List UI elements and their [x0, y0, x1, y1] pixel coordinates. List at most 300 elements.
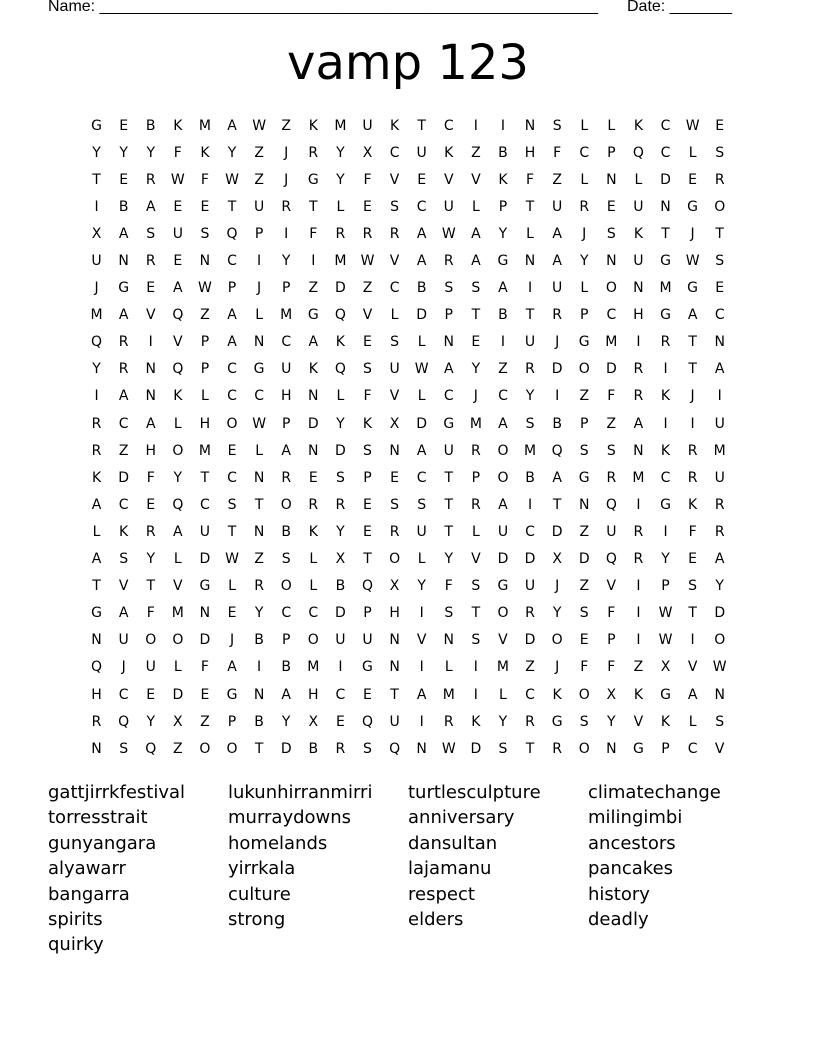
word-bank-item: ancestors	[588, 832, 676, 854]
grid-letter: I	[717, 388, 722, 405]
grid-letter: Y	[579, 253, 589, 270]
grid-letter: J	[690, 225, 695, 242]
grid-letter: T	[227, 198, 237, 215]
grid-letter: U	[552, 280, 563, 297]
grid-letter: K	[633, 225, 644, 242]
grid-letter: I	[636, 496, 641, 513]
grid-letter: Y	[661, 551, 670, 568]
grid-letter: U	[281, 361, 292, 378]
page-title: vamp 123	[287, 35, 529, 91]
grid-letter: N	[145, 361, 156, 378]
grid-letter: K	[173, 117, 183, 134]
grid-letter: Q	[226, 225, 238, 242]
grid-letter: R	[254, 578, 264, 595]
word-bank-item: torresstrait	[48, 807, 148, 829]
grid-letter: S	[525, 415, 535, 432]
grid-row	[83, 329, 733, 356]
grid-letter: S	[579, 713, 589, 730]
grid-letter: Z	[200, 307, 210, 324]
grid-letter: P	[471, 469, 481, 486]
grid-letter: N	[524, 253, 536, 270]
grid-letter: I	[94, 198, 99, 215]
grid-letter: Q	[145, 740, 157, 757]
grid-letter: U	[172, 225, 183, 242]
grid-row	[83, 546, 733, 573]
grid-letter: B	[416, 280, 427, 297]
grid-letter: E	[227, 442, 237, 459]
grid-letter: J	[555, 334, 560, 351]
grid-letter: H	[633, 307, 644, 324]
grid-letter: Q	[632, 144, 644, 161]
grid-letter: M	[334, 117, 347, 134]
grid-letter: R	[308, 144, 319, 161]
grid-letter: Z	[525, 659, 535, 676]
grid-letter: T	[309, 198, 318, 215]
grid-letter: T	[552, 496, 562, 513]
grid-letter: S	[390, 198, 400, 215]
grid-letter: Y	[254, 605, 264, 622]
grid-letter: J	[257, 280, 262, 297]
grid-row	[83, 166, 733, 193]
grid-letter: V	[714, 740, 725, 757]
grid-letter: Z	[173, 740, 183, 757]
grid-letter: W	[658, 605, 673, 622]
grid-letter: S	[119, 551, 129, 568]
grid-letter: S	[335, 469, 345, 486]
grid-letter: U	[362, 117, 373, 134]
grid-letter: T	[688, 334, 697, 351]
grid-letter: Z	[471, 144, 481, 161]
grid-letter: O	[226, 415, 238, 432]
grid-letter: K	[471, 713, 481, 730]
grid-letter: D	[172, 686, 184, 703]
grid-letter: U	[145, 659, 156, 676]
grid-letter: X	[362, 144, 373, 161]
grid-letter: V	[633, 713, 644, 730]
grid-letter: R	[118, 334, 129, 351]
grid-letter: M	[280, 307, 293, 324]
grid-letter: W	[441, 225, 456, 242]
grid-letter: G	[307, 307, 319, 324]
grid-letter: P	[200, 334, 210, 351]
grid-letter: W	[685, 117, 700, 134]
grid-letter: A	[91, 496, 102, 513]
grid-letter: A	[173, 280, 183, 297]
grid-letter: T	[525, 198, 535, 215]
grid-letter: Y	[498, 713, 508, 730]
grid-letter: T	[444, 523, 454, 540]
grid-letter: E	[308, 469, 318, 486]
grid-letter: T	[254, 740, 264, 757]
grid-letter: M	[198, 442, 211, 459]
grid-letter: T	[146, 578, 156, 595]
grid-letter: B	[498, 307, 508, 324]
grid-letter: Q	[118, 713, 130, 730]
grid-letter: W	[252, 117, 267, 134]
grid-letter: L	[173, 415, 182, 432]
grid-letter: G	[497, 253, 509, 270]
grid-letter: Y	[471, 361, 481, 378]
grid-letter: F	[688, 523, 697, 540]
grid-letter: G	[660, 686, 671, 703]
grid-letter: D	[335, 605, 346, 622]
grid-letter: Q	[605, 551, 617, 568]
word-bank-item: lajamanu	[408, 858, 492, 880]
grid-letter: O	[578, 361, 590, 378]
grid-letter: V	[471, 551, 481, 568]
grid-letter: C	[308, 605, 319, 622]
grid-letter: I	[663, 523, 668, 540]
grid-letter: Q	[334, 361, 346, 378]
grid-letter: S	[444, 605, 454, 622]
grid-letter: L	[471, 523, 480, 540]
grid-letter: U	[633, 198, 644, 215]
grid-letter: J	[473, 388, 478, 405]
grid-letter: G	[443, 415, 455, 432]
grid-letter: U	[443, 198, 454, 215]
grid-letter: Y	[417, 578, 426, 595]
grid-letter: R	[470, 442, 481, 459]
grid-row	[83, 708, 733, 735]
grid-letter: N	[578, 496, 590, 513]
grid-letter: X	[308, 713, 319, 730]
grid-letter: D	[307, 415, 319, 432]
grid-letter: X	[173, 713, 183, 730]
grid-letter: Y	[119, 144, 128, 161]
grid-letter: I	[636, 605, 641, 622]
grid-letter: N	[389, 659, 400, 676]
grid-letter: O	[172, 442, 184, 459]
grid-letter: B	[498, 144, 508, 161]
grid-letter: S	[471, 632, 481, 649]
grid-letter: E	[363, 523, 372, 540]
grid-letter: U	[524, 334, 536, 351]
grid-letter: G	[497, 578, 509, 595]
grid-letter: W	[170, 171, 185, 188]
word-bank-item: history	[588, 883, 650, 905]
grid-letter: Q	[91, 659, 103, 676]
grid-letter: K	[660, 442, 671, 459]
grid-letter: D	[578, 551, 590, 568]
grid-letter: R	[687, 442, 698, 459]
grid-letter: B	[335, 578, 346, 595]
grid-letter: I	[257, 253, 262, 270]
grid-letter: E	[715, 117, 725, 134]
grid-letter: M	[524, 442, 537, 459]
grid-letter: A	[416, 442, 427, 459]
word-bank-item: murraydowns	[228, 807, 352, 829]
grid-letter: K	[660, 713, 671, 730]
grid-letter: D	[335, 280, 346, 297]
grid-letter: P	[254, 225, 264, 242]
grid-letter: R	[389, 225, 400, 242]
grid-letter: P	[661, 578, 670, 595]
grid-letter: I	[636, 578, 641, 595]
grid-letter: L	[634, 171, 643, 188]
grid-letter: Y	[336, 415, 345, 432]
grid-letter: N	[416, 740, 427, 757]
grid-letter: Y	[146, 713, 156, 730]
grid-letter: L	[526, 225, 534, 242]
grid-letter: I	[148, 334, 153, 351]
grid-letter: M	[469, 415, 482, 432]
grid-letter: I	[500, 334, 506, 351]
grid-letter: I	[636, 632, 641, 649]
grid-letter: K	[308, 117, 318, 134]
grid-letter: Z	[362, 280, 373, 297]
grid-letter: Z	[308, 280, 319, 297]
grid-letter: R	[145, 253, 156, 270]
grid-letter: P	[607, 144, 616, 161]
grid-letter: S	[498, 740, 508, 757]
grid-letter: V	[498, 632, 508, 649]
grid-letter: N	[389, 442, 400, 459]
grid-letter: W	[360, 253, 375, 270]
grid-letter: N	[714, 334, 725, 351]
grid-letter: T	[525, 307, 535, 324]
grid-letter: P	[444, 307, 453, 324]
grid-letter: Y	[498, 225, 508, 242]
grid-letter: W	[225, 551, 239, 568]
grid-letter: R	[145, 523, 156, 540]
grid-letter: D	[416, 415, 428, 432]
grid-letter: M	[713, 442, 726, 459]
grid-row	[83, 627, 733, 654]
grid-letter: X	[389, 415, 400, 432]
grid-letter: F	[580, 659, 589, 676]
grid-letter: U	[199, 523, 211, 540]
grid-letter: W	[252, 415, 267, 432]
grid-letter: D	[118, 469, 130, 486]
grid-letter: P	[363, 469, 372, 486]
grid-letter: K	[91, 469, 102, 486]
grid-letter: N	[118, 253, 129, 270]
grid-letter: K	[498, 171, 508, 188]
grid-letter: V	[471, 171, 481, 188]
grid-letter: X	[606, 686, 617, 703]
word-bank-item: spirits	[48, 908, 103, 930]
grid-letter: F	[553, 144, 562, 161]
grid-letter: E	[173, 253, 183, 270]
grid-letter: Q	[361, 578, 373, 595]
grid-letter: U	[443, 442, 454, 459]
grid-letter: C	[660, 469, 671, 486]
grid-letter: P	[227, 280, 237, 297]
grid-letter: G	[253, 361, 265, 378]
grid-letter: D	[470, 740, 482, 757]
grid-letter: E	[119, 171, 129, 188]
grid-letter: C	[254, 388, 264, 405]
grid-letter: Q	[551, 442, 563, 459]
grid-letter: E	[688, 171, 698, 188]
grid-letter: S	[200, 225, 210, 242]
grid-letter: S	[688, 578, 698, 595]
word-bank-item: yirrkala	[228, 858, 296, 880]
grid-letter: C	[443, 117, 454, 134]
grid-letter: P	[281, 415, 291, 432]
grid-letter: R	[714, 523, 725, 540]
grid-letter: C	[606, 307, 617, 324]
grid-letter: R	[362, 225, 373, 242]
grid-letter: K	[552, 686, 562, 703]
grid-letter: S	[390, 334, 400, 351]
grid-letter: F	[200, 659, 209, 676]
grid-letter: I	[419, 659, 424, 676]
grid-letter: J	[284, 144, 289, 161]
grid-letter: S	[471, 578, 481, 595]
grid-letter: S	[119, 740, 129, 757]
grid-letter: T	[688, 605, 697, 622]
grid-letter: T	[200, 469, 210, 486]
grid-letter: L	[92, 523, 101, 540]
grid-letter: Q	[172, 361, 184, 378]
grid-letter: A	[498, 496, 508, 513]
grid-letter: F	[607, 659, 616, 676]
grid-letter: U	[524, 578, 536, 595]
grid-letter: V	[389, 388, 400, 405]
grid-letter: S	[579, 605, 589, 622]
grid-letter: C	[389, 144, 400, 161]
grid-letter: O	[280, 578, 292, 595]
grid-letter: A	[498, 415, 508, 432]
word-bank	[48, 780, 768, 958]
grid-letter: I	[473, 117, 478, 134]
grid-letter: T	[254, 496, 264, 513]
grid-letter: G	[91, 605, 102, 622]
grid-letter: I	[473, 659, 478, 676]
grid-letter: R	[525, 361, 535, 378]
grid-row	[83, 383, 733, 410]
grid-row	[83, 437, 733, 464]
grid-letter: L	[336, 198, 345, 215]
grid-letter: F	[363, 171, 372, 188]
grid-letter: A	[118, 605, 129, 622]
grid-letter: L	[173, 551, 182, 568]
grid-letter: G	[687, 280, 699, 297]
grid-letter: R	[91, 442, 102, 459]
grid-letter: E	[579, 632, 589, 649]
grid-letter: A	[471, 253, 481, 270]
grid-letter: A	[498, 280, 508, 297]
grid-letter: O	[578, 686, 590, 703]
grid-letter: V	[173, 334, 183, 351]
grid-letter: G	[362, 659, 373, 676]
grid-letter: P	[580, 307, 589, 324]
grid-row	[83, 518, 733, 545]
grid-letter: N	[389, 632, 400, 649]
grid-letter: L	[444, 659, 453, 676]
grid-letter: R	[606, 469, 617, 486]
grid-letter: N	[253, 334, 265, 351]
grid-letter: G	[660, 496, 671, 513]
grid-letter: L	[201, 388, 209, 405]
word-bank-item: quirky	[48, 934, 104, 956]
grid-row	[83, 410, 733, 437]
grid-letter: U	[91, 253, 102, 270]
grid-letter: A	[552, 469, 562, 486]
grid-letter: I	[94, 388, 99, 405]
grid-letter: J	[284, 171, 289, 188]
grid-letter: W	[198, 280, 212, 297]
grid-letter: C	[227, 388, 237, 405]
grid-letter: W	[712, 659, 727, 676]
grid-letter: L	[499, 686, 507, 703]
grid-letter: A	[227, 307, 237, 324]
grid-letter: D	[551, 361, 563, 378]
grid-letter: Z	[552, 171, 562, 188]
grid-letter: K	[362, 415, 373, 432]
grid-letter: A	[416, 253, 427, 270]
grid-letter: U	[389, 713, 400, 730]
grid-letter: L	[688, 144, 697, 161]
grid-letter: D	[497, 551, 509, 568]
name-field-label: Name: ________________________________________________________	[48, 0, 598, 15]
grid-letter: L	[228, 578, 236, 595]
grid-letter: I	[663, 415, 668, 432]
grid-letter: H	[199, 415, 211, 432]
grid-letter: E	[606, 198, 616, 215]
grid-letter: C	[118, 415, 129, 432]
grid-letter: I	[636, 334, 641, 351]
grid-letter: A	[227, 117, 237, 134]
grid-letter: C	[416, 469, 427, 486]
grid-letter: P	[661, 740, 670, 757]
grid-letter: N	[253, 469, 265, 486]
grid-letter: Z	[498, 361, 508, 378]
grid-letter: X	[389, 578, 400, 595]
grid-letter: Y	[146, 144, 156, 161]
grid-letter: N	[443, 632, 454, 649]
grid-letter: O	[578, 740, 590, 757]
grid-letter: S	[715, 253, 725, 270]
grid-letter: M	[496, 659, 509, 676]
grid-letter: S	[390, 496, 400, 513]
grid-letter: L	[417, 334, 426, 351]
grid-letter: K	[633, 686, 644, 703]
grid-letter: G	[660, 307, 671, 324]
grid-letter: W	[658, 632, 673, 649]
grid-letter: W	[685, 253, 700, 270]
grid-letter: N	[443, 334, 454, 351]
word-bank-item: strong	[228, 908, 286, 930]
grid-letter: Y	[227, 144, 237, 161]
grid-letter: M	[198, 117, 211, 134]
grid-letter: E	[363, 496, 372, 513]
grid-letter: O	[389, 551, 401, 568]
grid-letter: A	[552, 253, 562, 270]
grid-letter: A	[714, 551, 725, 568]
grid-letter: I	[311, 253, 316, 270]
grid-letter: R	[579, 198, 590, 215]
grid-row	[83, 139, 733, 166]
grid-letter: L	[309, 578, 318, 595]
grid-letter: A	[687, 686, 698, 703]
grid-letter: S	[552, 117, 562, 134]
grid-letter: I	[257, 659, 262, 676]
grid-letter: Y	[552, 605, 562, 622]
grid-letter: I	[284, 225, 289, 242]
grid-letter: H	[91, 686, 102, 703]
grid-letter: K	[119, 523, 129, 540]
grid-letter: K	[308, 523, 318, 540]
word-bank-item: climatechange	[588, 782, 721, 803]
grid-letter: R	[525, 713, 535, 730]
grid-letter: Y	[715, 578, 724, 595]
grid-letter: N	[606, 740, 617, 757]
grid-letter: Q	[91, 334, 103, 351]
grid-letter: R	[335, 225, 346, 242]
grid-letter: J	[94, 280, 99, 297]
